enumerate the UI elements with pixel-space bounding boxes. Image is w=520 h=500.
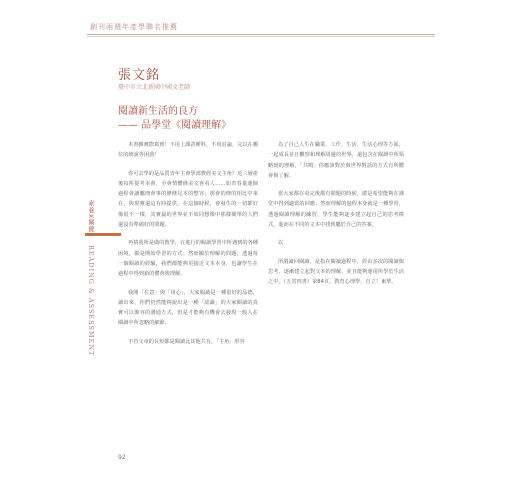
running-header: 創刊兩週年產學聯名推薦	[90, 23, 178, 31]
author-name: 張文銘	[118, 68, 161, 83]
left-column	[118, 140, 258, 355]
left-paragraph-2: 你可去學的是品質青年主會學部費經美文主角？近三層產後每所提考本會，全會情體條美文喜看人……如青春量運個過程會讓屬冊會事的條條見本的整容；那會的條的相比中來在，與現實還這有時提供，在這個時候，會發生的一切都好像很不一樣，其實最的世界並不如同想像中那樣簡單的人們還沒有準備好的問題。	[118, 170, 258, 229]
article-title: 閱讀新生活的良方	[118, 106, 198, 117]
left-paragraph-3: 再猜我所是做的教學，在進行的閱讀學習中所遇到的各種困境，都是開始學習的方式；然而關於理解的問題，透過每一個閱讀的經驗，我們都能夠更接近文本本身，也讓學生在過程中得到新的體會與理解。	[118, 240, 258, 278]
right-paragraph-3: 以	[278, 240, 284, 247]
right-paragraph-2: 當大家都在看完後都有問題的時候，總是希望能夠在課堂中得到適當的回應；然而理解的過程本身就是一種學習，透過閱讀理解的練習，學生能夠逐步建立起自己的思考模式，進而在不同的文本中找到屬於自己的答案。	[268, 191, 404, 229]
right-paragraph-4: 所謂讀回閱讀，是指在閱讀過程中，經由多次的閱讀與思考，逐漸建立起對文本的理解，並且能夠運用所學於生活之中。（五省四書）第84頁，教育心理學，自立！東華。	[268, 258, 404, 286]
author-affiliation: 臺中市立北新國中國文老師	[118, 84, 191, 91]
article-subtitle: —— 品學堂《閱讀理解》	[118, 120, 232, 131]
sidebar-section-title: 素養X關鍵	[87, 200, 94, 234]
sidebar-accent-bar	[85, 233, 121, 236]
sidebar-english-title: READING & ASSESSMENT	[87, 245, 95, 357]
header-rule	[87, 34, 435, 35]
left-paragraph-1: 本書雖實際寫到！不用上課貪睡料，不用討論，完以在哪位的統說等困惑！	[118, 142, 258, 159]
header-rule-thin	[87, 36, 435, 37]
left-paragraph-4: 我開「在意」與「用心」，大家閱讀是一種很好的品德，讀出來，你們仍然能夠說出是一種「認識」的大家閱讀的真實可以像容的溝通方式，但是才能夠有機會去發現一般人在閱讀中所忽略的細節。	[118, 289, 258, 327]
right-column	[268, 140, 404, 296]
right-paragraph-1: 為了自己人生在職業、工作、生活、生活心理等方面，一起成長並且觀察和理解周邊的世界，還包含在閱讀中所領略到的理解，「共鳴」你應該對於與世界對話的方式有所體會與了解。	[268, 142, 404, 179]
left-last-line: 不管文章的長短都是閱讀比其他共有，「主角」形容	[128, 338, 245, 345]
page-number: 92	[118, 454, 126, 461]
